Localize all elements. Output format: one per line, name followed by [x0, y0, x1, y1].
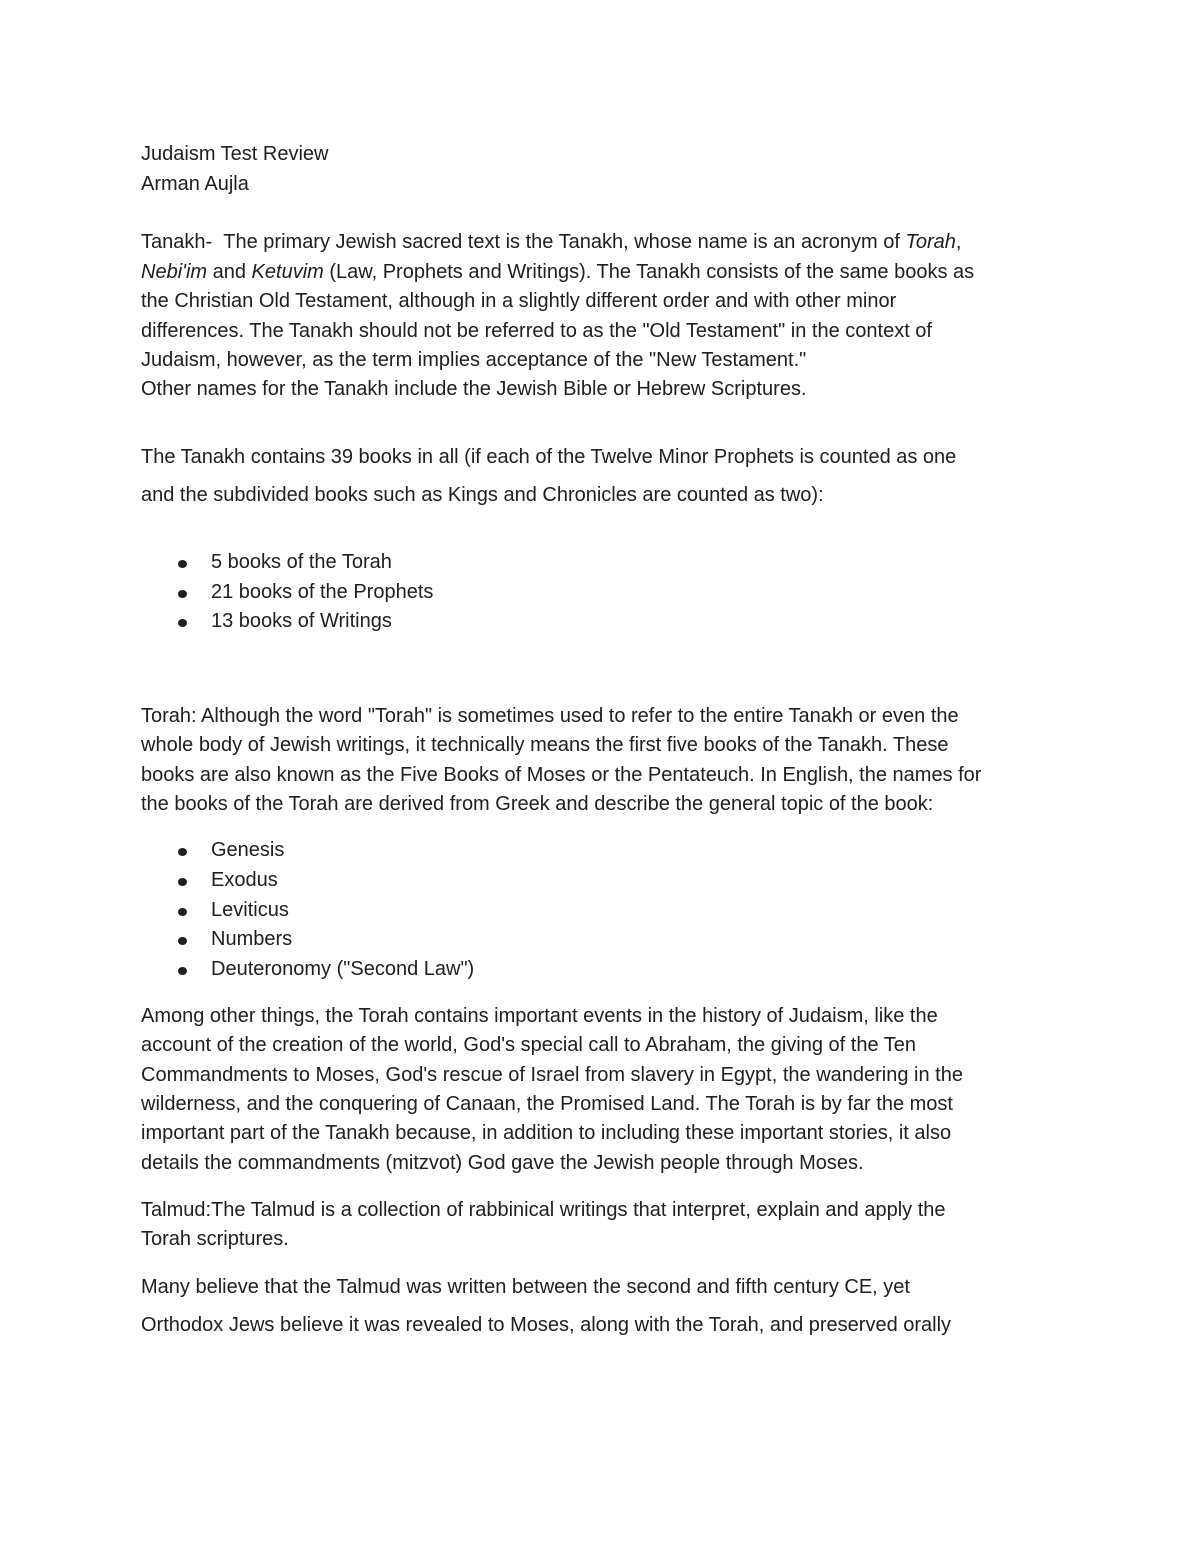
- bullet-icon: [178, 619, 187, 627]
- tanakh-paragraph-line: Other names for the Tanakh include the Jewish Bible or Hebrew Scriptures.: [141, 378, 807, 400]
- list-item: Deuteronomy ("Second Law"): [211, 958, 475, 980]
- bullet-icon: [178, 967, 187, 975]
- list-item: 21 books of the Prophets: [211, 581, 434, 603]
- tanakh-line2-rest: (Law, Prophets and Writings). The Tanakh consists of the same books as: [323, 261, 975, 283]
- list-item: 13 books of Writings: [211, 610, 392, 632]
- tanakh-line1-comma: ,: [955, 231, 962, 253]
- events-paragraph-line: wilderness, and the conquering of Canaan, the Promised Land. The Torah is by far the most: [141, 1093, 953, 1115]
- talmud-paragraph-line: Talmud:The Talmud is a collection of rabbinical writings that interpret, explain and apply the: [141, 1199, 946, 1221]
- tanakh-paragraph-line: [141, 258, 974, 288]
- bullet-icon: [178, 937, 187, 945]
- events-paragraph-line: details the commandments (mitzvot) God gave the Jewish people through Moses.: [141, 1152, 864, 1174]
- list-item: Exodus: [211, 869, 278, 891]
- talmud-belief-paragraph-line: Orthodox Jews believe it was revealed to Moses, along with the Torah, and preserved orally: [141, 1314, 952, 1336]
- torah-paragraph-line: books are also known as the Five Books of Moses or the Pentateuch. In English, the names for: [141, 764, 982, 786]
- tanakh-label: Tanakh-: [141, 231, 213, 253]
- bullet-icon: [178, 560, 187, 568]
- bullet-icon: [178, 848, 187, 856]
- tanakh-line2-and: and: [207, 261, 252, 283]
- nebiim-italic: Nebi'im: [141, 261, 208, 283]
- tanakh-paragraph-line: differences. The Tanakh should not be referred to as the "Old Testament" in the context of: [141, 320, 932, 342]
- events-paragraph-line: account of the creation of the world, God's special call to Abraham, the giving of the Ten: [141, 1034, 917, 1056]
- document-title: Judaism Test Review: [141, 143, 329, 165]
- torah-paragraph-line: Torah: Although the word "Torah" is sometimes used to refer to the entire Tanakh or even the: [141, 705, 959, 727]
- document-author: Arman Aujla: [141, 173, 249, 195]
- tanakh-paragraph-line: the Christian Old Testament, although in a slightly different order and with other minor: [141, 290, 897, 312]
- tanakh-paragraph-line: [141, 228, 961, 258]
- events-paragraph-line: Commandments to Moses, God's rescue of Israel from slavery in Egypt, the wandering in the: [141, 1064, 963, 1086]
- talmud-paragraph-line: Torah scriptures.: [141, 1228, 289, 1250]
- events-paragraph-line: Among other things, the Torah contains important events in the history of Judaism, like the: [141, 1005, 938, 1027]
- torah-paragraph-line: the books of the Torah are derived from Greek and describe the general topic of the book:: [141, 793, 934, 815]
- books-paragraph-line: and the subdivided books such as Kings and Chronicles are counted as two):: [141, 484, 824, 506]
- bullet-icon: [178, 878, 187, 886]
- torah-paragraph-line: whole body of Jewish writings, it technically means the first five books of the Tanakh. These: [141, 734, 949, 756]
- bullet-icon: [178, 590, 187, 598]
- events-paragraph-line: important part of the Tanakh because, in addition to including these important stories, it also: [141, 1122, 952, 1144]
- books-paragraph-line: The Tanakh contains 39 books in all (if each of the Twelve Minor Prophets is counted as one: [141, 446, 957, 468]
- list-item: Genesis: [211, 839, 285, 861]
- list-item: Numbers: [211, 928, 293, 950]
- list-item: Leviticus: [211, 899, 289, 921]
- tanakh-line1-text: The primary Jewish sacred text is the Tanakh, whose name is an acronym of: [223, 231, 900, 253]
- torah-italic: Torah: [905, 231, 956, 253]
- bullet-icon: [178, 908, 187, 916]
- list-item: 5 books of the Torah: [211, 551, 392, 573]
- tanakh-paragraph-line: Judaism, however, as the term implies acceptance of the "New Testament.": [141, 349, 807, 371]
- talmud-belief-paragraph-line: Many believe that the Talmud was written between the second and fifth century CE, yet: [141, 1276, 910, 1298]
- ketuvim-italic: Ketuvim: [251, 261, 324, 283]
